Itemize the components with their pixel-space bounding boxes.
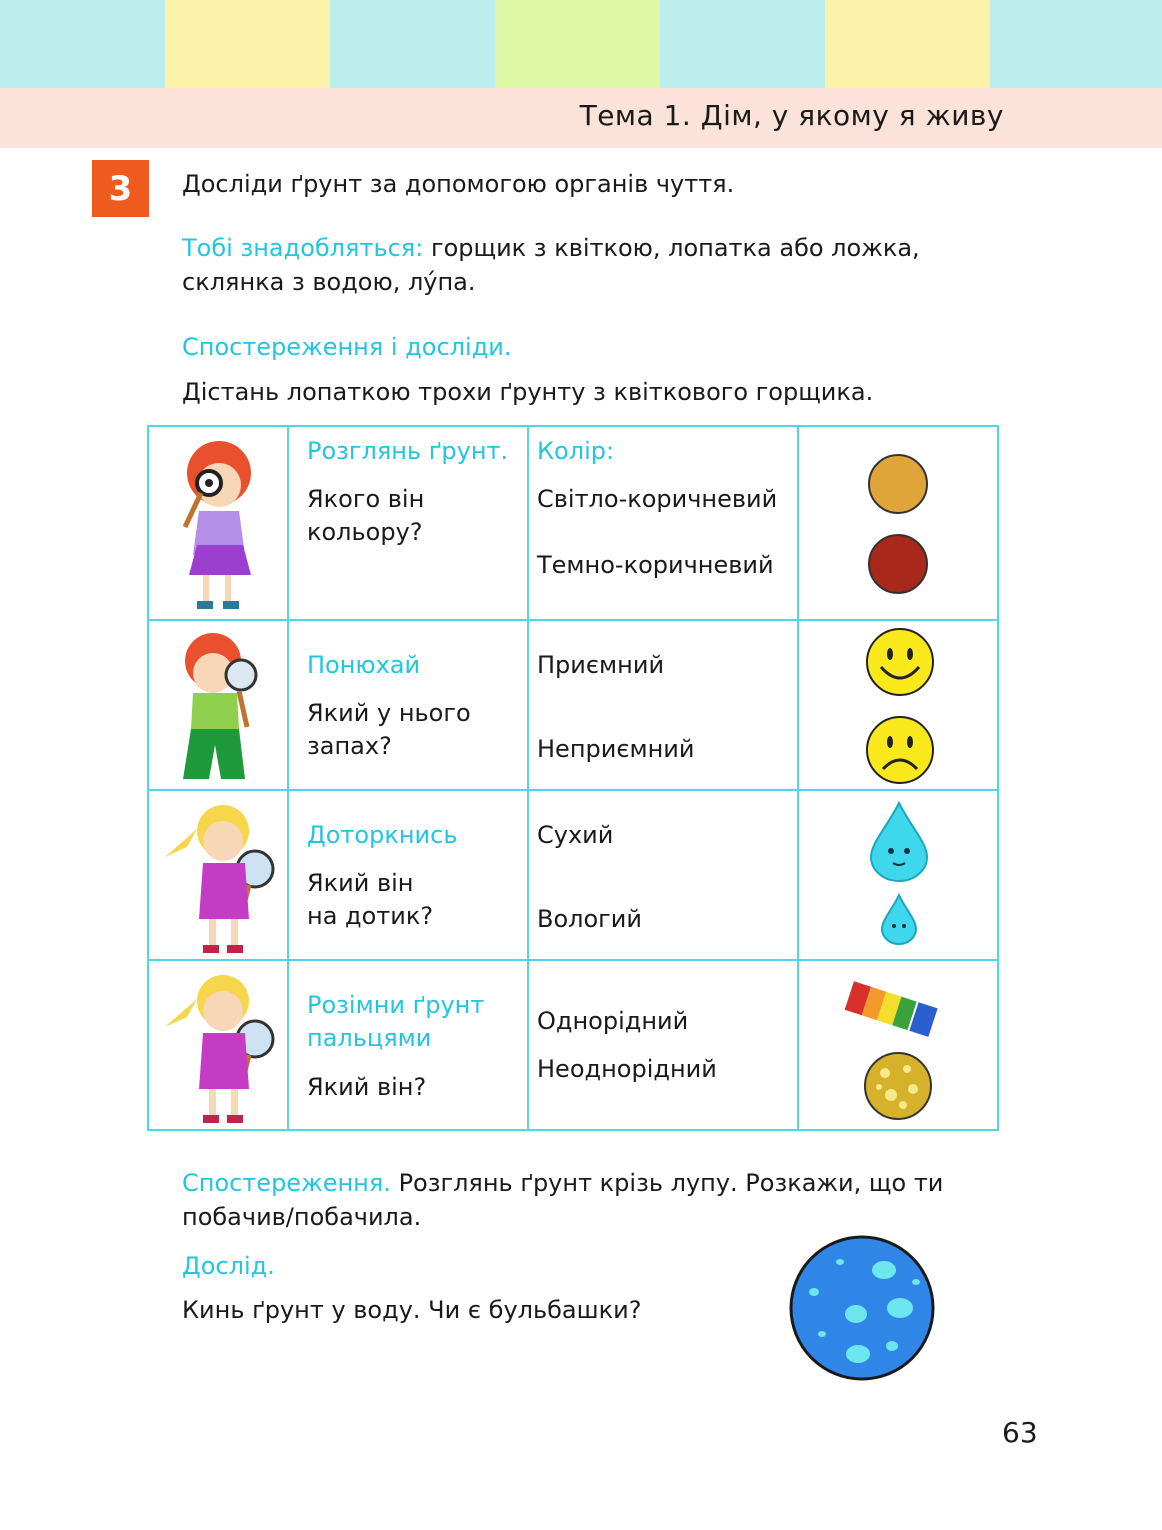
- needed-text-1: горщик з квіткою, лопатка або ложка,: [430, 234, 920, 262]
- light-brown-circle-icon: [867, 453, 929, 515]
- needed-items: [182, 231, 1004, 299]
- options-cell: [528, 620, 798, 790]
- question-label: Який він?: [307, 1073, 427, 1101]
- table-row: [148, 960, 998, 1130]
- observe-text: Дістань лопаткою трохи ґрунту з квіткового горщика.: [182, 378, 874, 406]
- question-label: Який він: [307, 869, 414, 897]
- question-label: на дотик?: [307, 902, 434, 930]
- option-label: Приємний: [537, 651, 665, 679]
- colour-header: Колір:: [537, 437, 615, 465]
- observation-text-1: Розглянь ґрунт крізь лупу. Розкажи, що ти: [398, 1169, 944, 1197]
- option-label: Сухий: [537, 821, 614, 849]
- stripe: [990, 0, 1162, 88]
- small-droplet-icon: [879, 893, 919, 945]
- question-cell: [288, 960, 528, 1130]
- girl-magnifier-figure: [157, 969, 281, 1125]
- figure-cell: [148, 960, 288, 1130]
- icon-cell: [798, 426, 998, 620]
- question-label: Якого він кольору?: [307, 485, 425, 546]
- plasticine-bars-icon: [839, 981, 949, 1039]
- decor-stripes: [0, 0, 1162, 88]
- smiley-face-icon: [865, 627, 935, 697]
- stripe: [330, 0, 495, 88]
- page-title: Тема 1. Дім, у якому я живу: [579, 99, 1004, 132]
- observation-text-2: побачив/побачила.: [182, 1203, 422, 1231]
- observe-heading: Спостереження і досліди.: [182, 333, 512, 361]
- senses-table: [147, 425, 999, 1131]
- needed-label: Тобі знадобляться:: [182, 234, 424, 262]
- action-label: Розглянь ґрунт.: [307, 437, 509, 465]
- table-row: [148, 790, 998, 960]
- question-cell: [288, 620, 528, 790]
- figure-cell: [148, 620, 288, 790]
- option-label: Вологий: [537, 905, 642, 933]
- options-cell: [528, 960, 798, 1130]
- experiment-label: Дослід.: [182, 1252, 275, 1280]
- action-label: Доторкнись: [307, 821, 458, 849]
- question-label: Який у нього запах?: [307, 699, 471, 760]
- dark-brown-circle-icon: [867, 533, 929, 595]
- sad-face-icon: [865, 715, 935, 785]
- action-label: пальцями: [307, 1024, 432, 1052]
- question-cell: [288, 790, 528, 960]
- task-number-badge: 3: [92, 160, 149, 217]
- icon-cell: [798, 960, 998, 1130]
- icon-cell: [798, 620, 998, 790]
- option-label: Однорідний: [537, 1007, 689, 1035]
- stripe: [825, 0, 990, 88]
- option-label: Неприємний: [537, 735, 695, 763]
- observation-label: Спостереження.: [182, 1169, 391, 1197]
- stripe: [660, 0, 825, 88]
- option-label: Неоднорідний: [537, 1055, 717, 1083]
- big-droplet-icon: [867, 801, 931, 883]
- option-label: Темно-коричневий: [537, 551, 774, 579]
- action-label: Понюхай: [307, 651, 421, 679]
- options-cell: [528, 790, 798, 960]
- option-label: Світло-коричневий: [537, 485, 778, 513]
- action-label: Розімни ґрунт: [307, 991, 485, 1019]
- figure-cell: [148, 426, 288, 620]
- stripe: [0, 0, 165, 88]
- speckled-circle-icon: [863, 1051, 933, 1121]
- question-cell: [288, 426, 528, 620]
- table-row: [148, 620, 998, 790]
- options-cell: [528, 426, 798, 620]
- experiment-text: Кинь ґрунт у воду. Чи є бульбашки?: [182, 1296, 642, 1324]
- icon-cell: [798, 790, 998, 960]
- child-magnifier-figure: [167, 435, 271, 613]
- page-number: 63: [1002, 1416, 1038, 1449]
- child-sniffing-figure: [169, 629, 273, 783]
- soil-in-water-icon: [788, 1234, 936, 1382]
- girl-magnifier-figure: [157, 799, 281, 955]
- stripe: [165, 0, 330, 88]
- observation-block: [182, 1166, 962, 1234]
- table-row: [148, 426, 998, 620]
- task-instruction: Досліди ґрунт за допомогою органів чуття.: [182, 170, 735, 198]
- needed-text-2: склянка з водою, лу́па.: [182, 268, 476, 296]
- stripe: [495, 0, 660, 88]
- figure-cell: [148, 790, 288, 960]
